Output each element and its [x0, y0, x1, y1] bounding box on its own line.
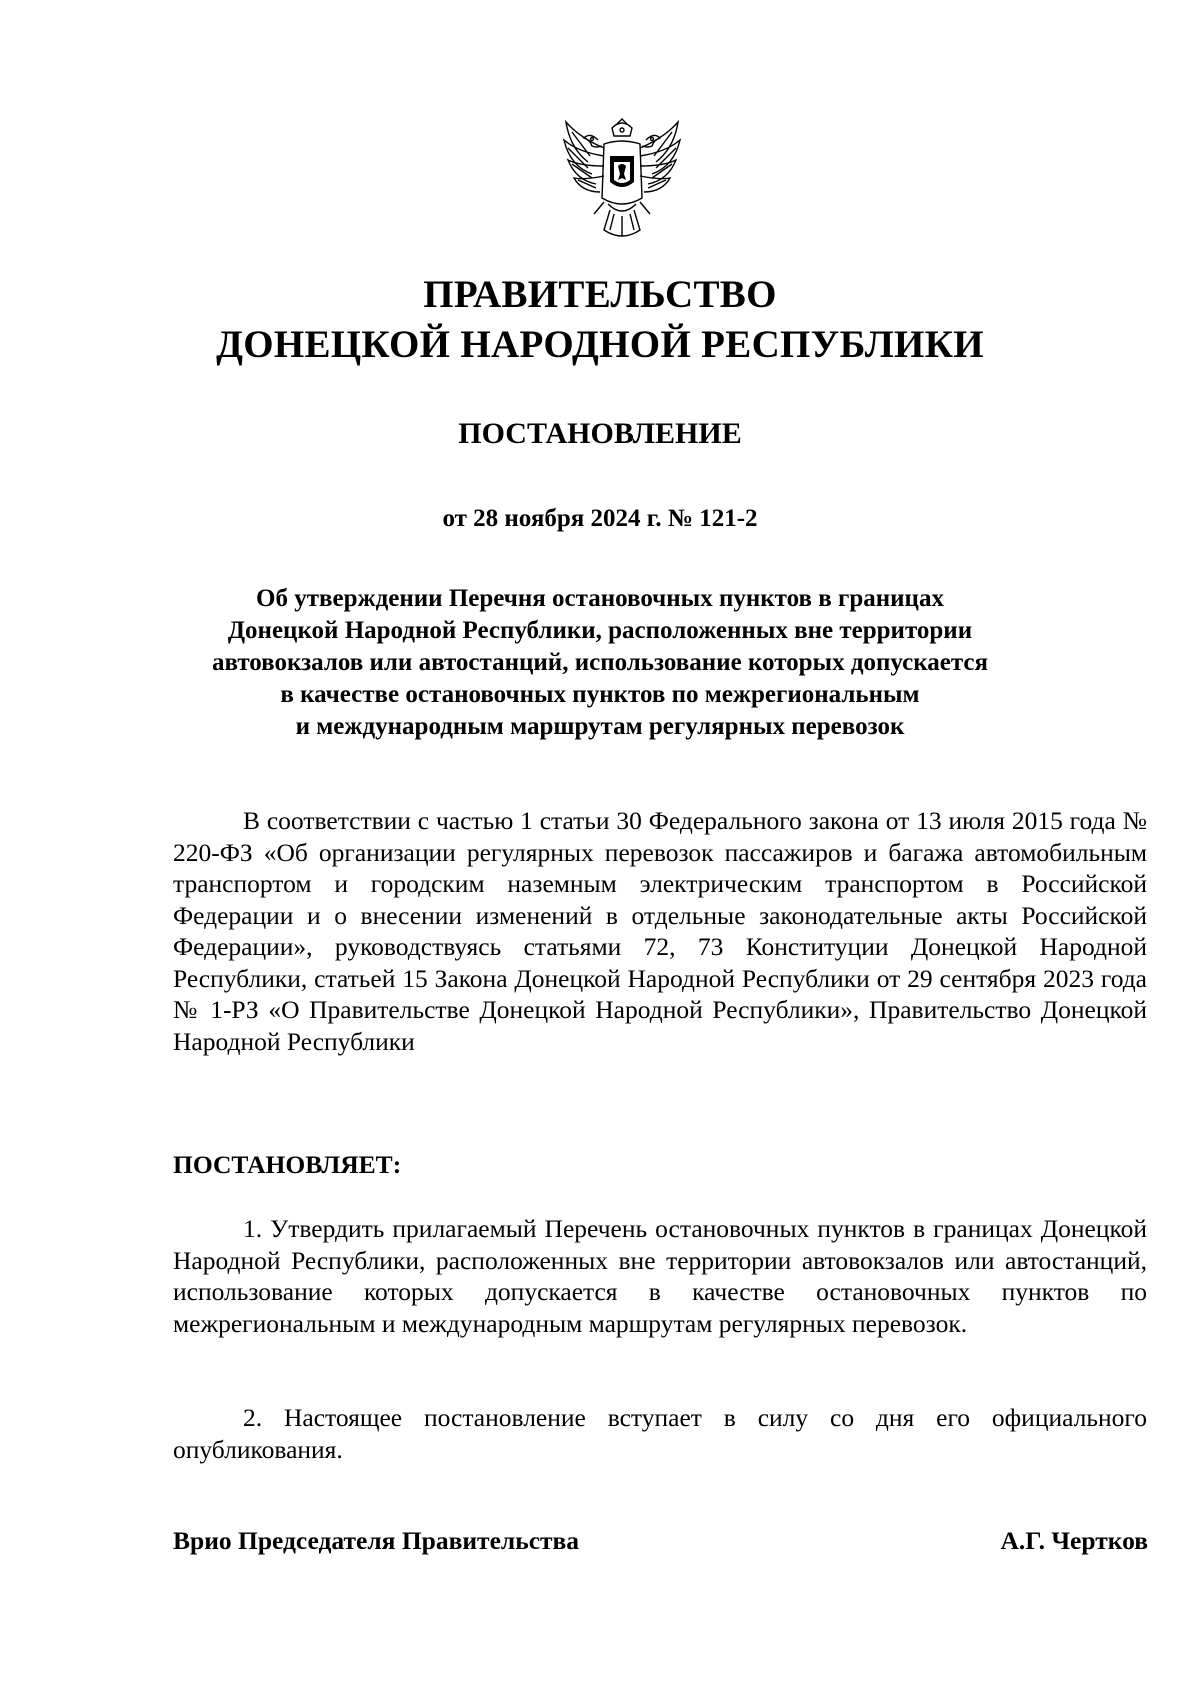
document-type: ПОСТАНОВЛЕНИЕ: [458, 417, 742, 450]
subject-line: и международным маршрутам регулярных перевозок: [295, 713, 905, 740]
item-2-paragraph: 2. Настоящее постановление вступает в силу со дня его официального опубликования.: [173, 1403, 1147, 1464]
item-1-paragraph: 1. Утвердить прилагаемый Перечень остановочных пунктов в границах Донецкой Народной Республики, расположенных вне территории автовокзалов или автостанций, использование которых допускается в качестве остановочных пунктов по межрегиональным и международным маршрутам регулярных перевозок.: [173, 1214, 1147, 1338]
resolves-heading: ПОСТАНОВЛЯЕТ:: [173, 1150, 402, 1179]
document-date-number: от 28 ноября 2024 г. № 121-2: [442, 505, 758, 532]
coat-of-arms-emblem-icon: [560, 118, 684, 250]
subject-line: автовокзалов или автостанций, использование которых допускается: [211, 649, 989, 676]
government-title: [150, 270, 1050, 370]
government-title-line2: ДОНЕЦКОЙ НАРОДНОЙ РЕСПУБЛИКИ: [216, 323, 984, 366]
subject-line: в качестве остановочных пунктов по межрегиональным: [280, 681, 920, 708]
subject-line: Об утверждении Перечня остановочных пунктов в границах: [256, 585, 944, 612]
government-title-line1: ПРАВИТЕЛЬСТВО: [423, 273, 777, 316]
document-subject: [150, 583, 1050, 743]
signatory-name: А.Г. Чертков: [1000, 1526, 1148, 1555]
signatory-position: Врио Председателя Правительства: [173, 1526, 580, 1555]
subject-line: Донецкой Народной Республики, расположенных вне территории: [227, 617, 973, 644]
preamble-paragraph: В соответствии с частью 1 статьи 30 Федерального закона от 13 июля 2015 года № 220-ФЗ «Об организации регулярных перевозок пассажиров и багажа автомобильным транспортом и городским наземным электрическим транспортом в Российской Федерации и о внесении изменений в отдельные законодательные акты Российской Федерации», руководствуясь статьями 72, 73 Конституции Донецкой Народной Республики, статьей 15 Закона Донецкой Народной Республики от 29 сентября 2023 года № 1-РЗ «О Правительстве Донецкой Народной Республики», Правительство Донецкой Народной Республики: [173, 806, 1147, 1056]
